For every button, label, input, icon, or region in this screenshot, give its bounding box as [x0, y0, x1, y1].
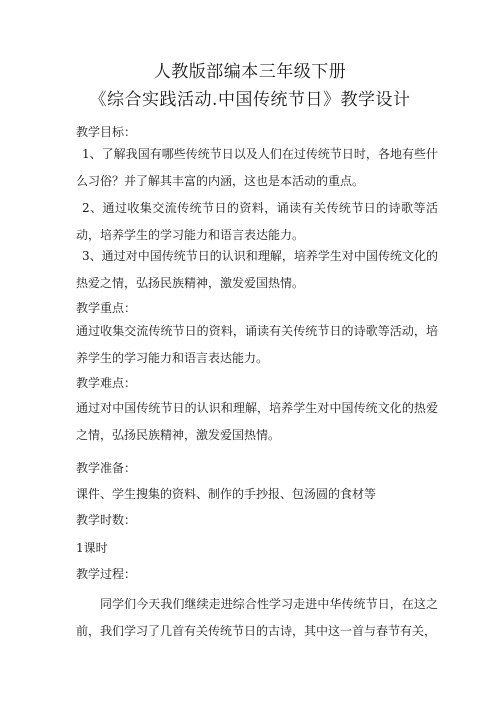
goal-item-3: 3、通过对中国传统节日的认识和理解，培养学生对中国传统文化的热爱之情，弘扬民族精神，激发爱国热情。: [76, 249, 438, 290]
process-heading: 教学过程：: [76, 567, 137, 581]
preparation-heading: 教学准备：: [76, 461, 137, 475]
goals-heading: 教学目标：: [76, 125, 137, 139]
goal-item-2: 2、通过收集交流传统节日的资料，诵读有关传统节日的诗歌等活动，培养学生的学习能力和语言表达能力。: [76, 201, 438, 242]
goal-item-1: 1、了解我国有哪些传统节日以及人们在过传统节日时，各地有些什么习俗？并了解其丰富的内涵，这也是本活动的重点。: [76, 147, 438, 188]
key-points-text: 通过收集交流传统节日的资料，诵读有关传统节日的诗歌等活动，培养学生的学习能力和语言表达能力。: [76, 324, 438, 365]
difficulty-text: 通过对中国传统节日的认识和理解，培养学生对中国传统文化的热爱之情，弘扬民族精神，激发爱国热情。: [76, 401, 438, 442]
document-title-line1: 人教版部编本三年级下册: [153, 62, 347, 82]
difficulty-heading: 教学难点：: [76, 376, 137, 390]
class-hours-heading: 教学时数：: [76, 513, 137, 527]
process-text: 同学们今天我们继续走进综合性学习走进中华传统节日，在这之前，我们学习了几首有关传统节日的古诗，其中这一首与春节有关，: [76, 597, 438, 638]
preparation-text: 课件、学生搜集的资料、制作的手抄报、包汤圆的食材等: [76, 487, 377, 501]
class-hours-text: 1课时: [76, 541, 108, 555]
document-title-line2: 《综合实践活动.中国传统节日》教学设计: [89, 90, 411, 110]
key-points-heading: 教学重点：: [76, 301, 137, 315]
